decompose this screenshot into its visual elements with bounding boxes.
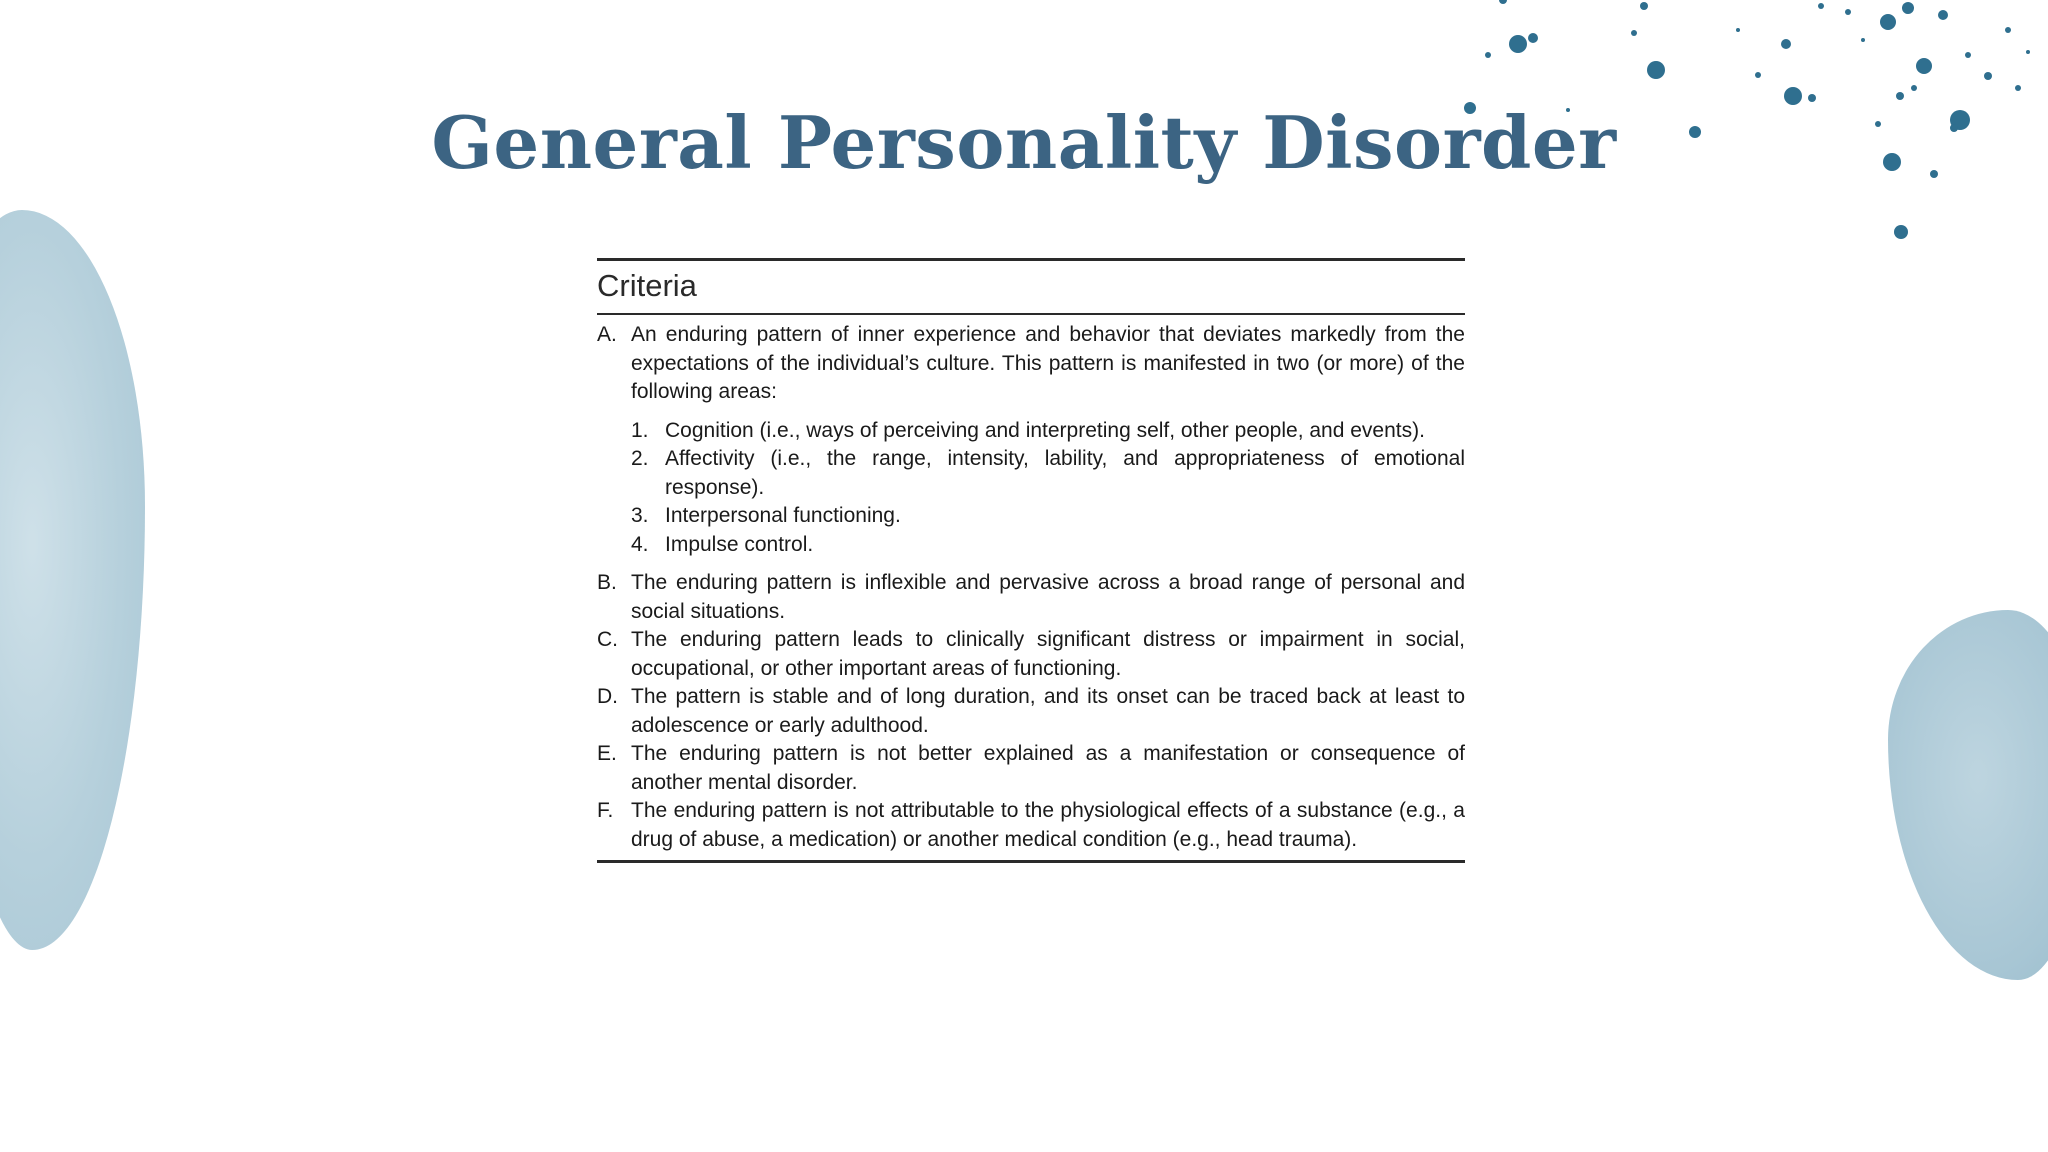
area-item: [597, 445, 1465, 502]
decorative-blob-right: [1888, 610, 2048, 980]
area-text: Impulse control.: [665, 532, 814, 556]
criterion-b: [597, 569, 1465, 626]
criterion-f: [597, 797, 1465, 854]
criterion-letter: B.: [597, 571, 617, 594]
area-number: 4.: [631, 532, 649, 556]
criterion-letter: D.: [597, 685, 618, 708]
area-number: 2.: [631, 447, 649, 470]
criterion-letter: E.: [597, 742, 617, 765]
criterion-a: [597, 321, 1465, 407]
criterion-text: The enduring pattern is not attributable to the physiological effects of a substance (e.g., a drug of abuse, a medication) or another medical condition (e.g., head trauma).: [631, 799, 1465, 851]
criterion-letter: F.: [597, 799, 614, 822]
area-item: [597, 417, 1465, 446]
criteria-heading: Criteria: [597, 268, 697, 303]
criterion-letter: A.: [597, 323, 617, 346]
criterion-text: The enduring pattern is inflexible and pervasive across a broad range of personal and social situations.: [631, 571, 1465, 623]
decorative-blob-left: [0, 210, 145, 950]
criterion-c: [597, 626, 1465, 683]
criterion-text: The pattern is stable and of long duration, and its onset can be traced back at least to adolescence or early adulthood.: [631, 685, 1465, 737]
area-text: Cognition (i.e., ways of perceiving and interpreting self, other people, and events).: [665, 418, 1425, 442]
criteria-document: [597, 258, 1465, 863]
criterion-e: [597, 740, 1465, 797]
area-number: 3.: [631, 504, 649, 527]
area-text: Interpersonal functioning.: [665, 504, 901, 527]
bottom-rule: [597, 860, 1465, 863]
criterion-d: [597, 683, 1465, 740]
criterion-text: An enduring pattern of inner experience and behavior that deviates markedly from the expectations of the individual’s culture. This pattern is manifested in two (or more) of the following areas:: [631, 323, 1465, 403]
criterion-letter: C.: [597, 628, 618, 651]
criterion-text: The enduring pattern is not better explained as a manifestation or consequence of another mental disorder.: [631, 742, 1465, 794]
area-item: [597, 531, 1465, 560]
slide-title: General Personality Disorder: [431, 100, 1617, 185]
area-item: [597, 502, 1465, 531]
criterion-text: The enduring pattern leads to clinically significant distress or impairment in social, occupational, or other important areas of functioning.: [631, 628, 1465, 680]
area-text: Affectivity (i.e., the range, intensity, lability, and appropriateness of emotional response).: [665, 447, 1465, 499]
area-number: 1.: [631, 418, 649, 442]
